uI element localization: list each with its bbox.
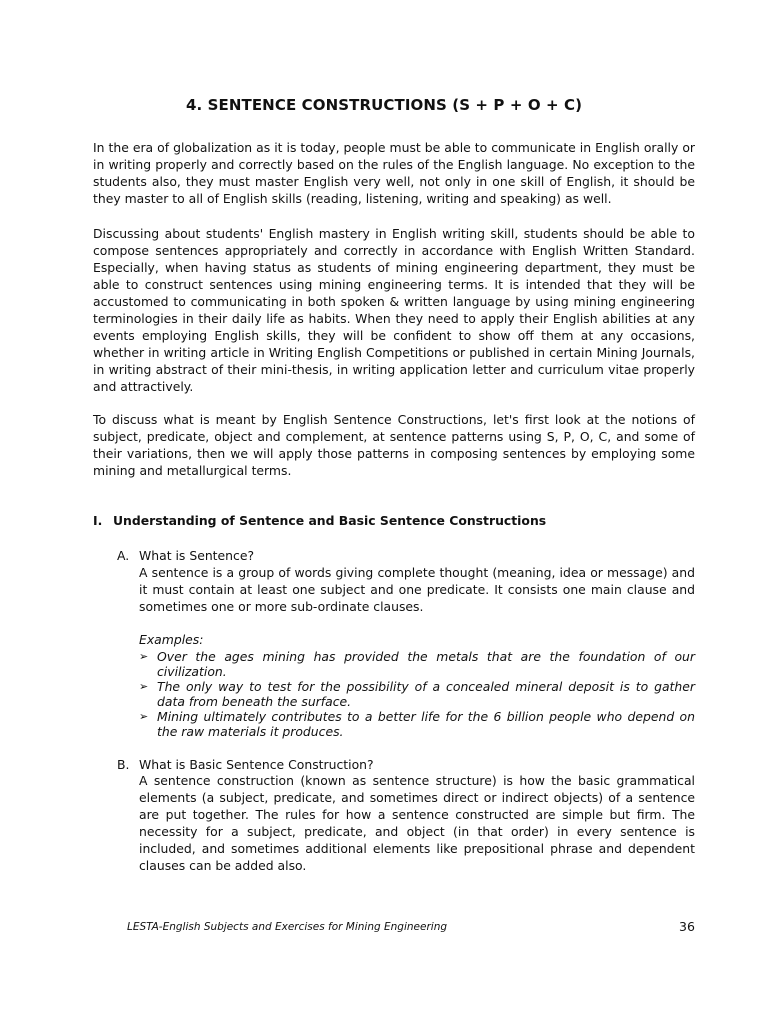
intro-paragraph-2: Discussing about students' English mastery in English writing skill, students should be able to compose sentences appropriately and correctly in accordance with English Written Standard. Especially, when having status as students of mining engineering department, they must be able to construct sentences using mining engineering terms. It is intended that they will be accustomed to communicating in both spoken & written language by using mining engineering terminologies in their daily life as habits. When they need to apply their English abilities at any events employing English skills, they will be confident to show off them at any occasions, whether in writing article in Writing English Competitions or published in certain Mining Journals, in writing abstract of their mini-thesis, in writing application letter and curriculum vitae properly and attractively. — [93, 226, 695, 394]
subsection-a-heading — [117, 547, 254, 564]
page-number: 36 — [679, 919, 695, 934]
page-title: 4. SENTENCE CONSTRUCTIONS (S + P + O + C) — [185, 96, 583, 115]
subsection-a-title: What is Sentence? — [139, 548, 255, 563]
sentence-construction-definition: A sentence construction (known as sentence structure) is how the basic grammatical elements (a subject, predicate, and sometimes direct or indirect objects) of a sentence are put together. The rules for how a sentence constructed are simple but firm. The necessity for a subject, predicate, and object (in that order) in every sentence is included, and sometimes additional elements like prepositional phrase and dependent clauses can be added also. — [139, 773, 695, 873]
arrow-bullet-icon: ➢ — [139, 680, 149, 693]
example-item — [139, 679, 695, 709]
intro-paragraph-1: In the era of globalization as it is today, people must be able to communicate in English orally or in writing properly and correctly based on the rules of the English language. No exception to the students also, they must master English very well, not only in one skill of English, it should be they master to all of English skills (reading, listening, writing and speaking) as well. — [93, 140, 695, 206]
subsection-b-letter: B. — [117, 757, 130, 772]
example-item — [139, 649, 695, 679]
example-text: The only way to test for the possibility of a concealed mineral deposit is to gather data from beneath the surface. — [157, 679, 695, 709]
examples-list — [139, 649, 695, 739]
examples-label: Examples: — [139, 632, 204, 647]
section-number: I. — [93, 513, 103, 528]
arrow-bullet-icon: ➢ — [139, 710, 149, 723]
example-text: Over the ages mining has provided the metals that are the foundation of our civilization. — [157, 649, 695, 679]
intro-paragraph-3: To discuss what is meant by English Sentence Constructions, let's first look at the notions of subject, predicate, object and complement, at sentence patterns using S, P, O, C, and some of their variations, then we will apply those patterns in composing sentences by employing some mining and metallurgical terms. — [93, 412, 695, 478]
subsection-b-title: What is Basic Sentence Construction? — [139, 757, 374, 772]
subsection-b-heading — [117, 756, 374, 773]
footer-text: LESTA-English Subjects and Exercises for Mining Engineering — [127, 921, 448, 933]
subsection-a-letter: A. — [117, 548, 130, 563]
sentence-definition: A sentence is a group of words giving complete thought (meaning, idea or message) and it must contain at least one subject and one predicate. It consists one main clause and sometimes one or more sub-ordinate clauses. — [139, 565, 695, 614]
example-item — [139, 709, 695, 739]
section-heading-text: Understanding of Sentence and Basic Sentence Constructions — [113, 513, 547, 528]
section-heading — [93, 513, 546, 528]
arrow-bullet-icon: ➢ — [139, 650, 149, 663]
example-text: Mining ultimately contributes to a better life for the 6 billion people who depend on the raw materials it produces. — [157, 709, 695, 739]
